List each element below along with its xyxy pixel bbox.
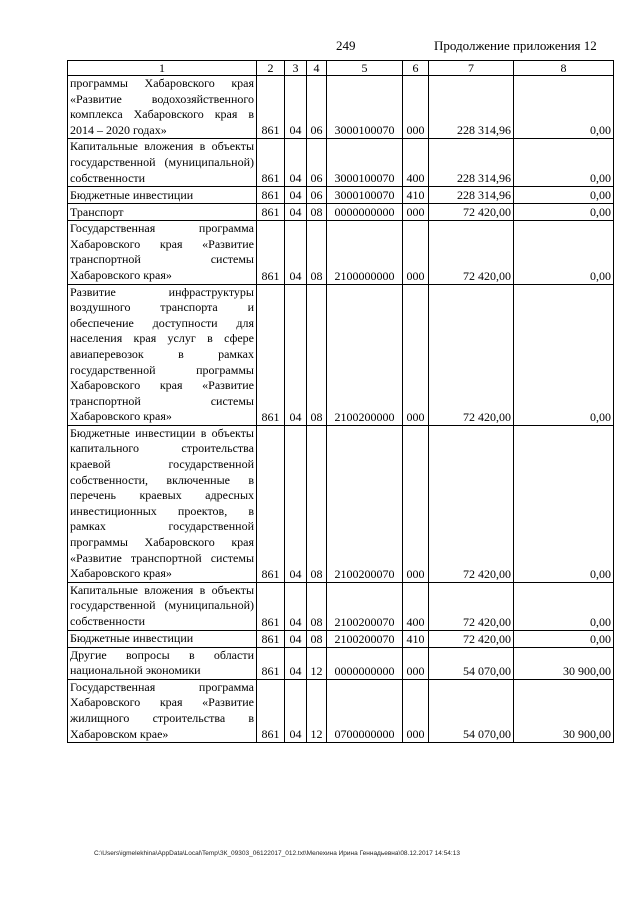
cell-code: 861 bbox=[257, 139, 285, 187]
row-name: Капитальные вложения в объекты государственной (муниципальной) собственности bbox=[68, 139, 257, 187]
cell-section: 04 bbox=[285, 204, 307, 221]
table-row bbox=[68, 284, 614, 425]
cell-code: 861 bbox=[257, 284, 285, 425]
cell-subsection: 08 bbox=[307, 630, 327, 647]
cell-code: 861 bbox=[257, 204, 285, 221]
cell-section: 04 bbox=[285, 139, 307, 187]
cell-amount: 72 420,00 bbox=[429, 221, 514, 284]
cell-code: 861 bbox=[257, 679, 285, 742]
cell-target: 2100000000 bbox=[327, 221, 403, 284]
cell-code: 861 bbox=[257, 630, 285, 647]
cell-type: 000 bbox=[403, 204, 429, 221]
cell-amount-2: 0,00 bbox=[514, 221, 614, 284]
cell-amount-2: 0,00 bbox=[514, 187, 614, 204]
cell-amount: 54 070,00 bbox=[429, 647, 514, 679]
table-header-row bbox=[68, 61, 614, 76]
column-header: 3 bbox=[285, 61, 307, 76]
table-row bbox=[68, 582, 614, 630]
table-row bbox=[68, 139, 614, 187]
cell-amount: 72 420,00 bbox=[429, 582, 514, 630]
cell-amount: 228 314,96 bbox=[429, 139, 514, 187]
row-name: Другие вопросы в области национальной экономики bbox=[68, 647, 257, 679]
cell-target: 3000100070 bbox=[327, 76, 403, 139]
cell-section: 04 bbox=[285, 679, 307, 742]
cell-section: 04 bbox=[285, 582, 307, 630]
cell-type: 400 bbox=[403, 139, 429, 187]
cell-amount: 54 070,00 bbox=[429, 679, 514, 742]
cell-amount: 72 420,00 bbox=[429, 425, 514, 582]
table-row bbox=[68, 187, 614, 204]
cell-code: 861 bbox=[257, 647, 285, 679]
cell-type: 000 bbox=[403, 221, 429, 284]
table-row bbox=[68, 630, 614, 647]
cell-amount-2: 30 900,00 bbox=[514, 647, 614, 679]
cell-section: 04 bbox=[285, 187, 307, 204]
cell-subsection: 06 bbox=[307, 187, 327, 204]
cell-type: 000 bbox=[403, 284, 429, 425]
cell-subsection: 08 bbox=[307, 425, 327, 582]
cell-type: 400 bbox=[403, 582, 429, 630]
cell-target: 0000000000 bbox=[327, 647, 403, 679]
cell-type: 000 bbox=[403, 647, 429, 679]
table-row bbox=[68, 204, 614, 221]
table-row bbox=[68, 221, 614, 284]
budget-table bbox=[67, 60, 614, 743]
table-row bbox=[68, 76, 614, 139]
cell-subsection: 08 bbox=[307, 582, 327, 630]
row-name: Государственная программа Хабаровского края «Развитие транспортной системы Хабаровского края» bbox=[68, 221, 257, 284]
cell-section: 04 bbox=[285, 630, 307, 647]
cell-section: 04 bbox=[285, 647, 307, 679]
cell-amount: 72 420,00 bbox=[429, 204, 514, 221]
page-number: 249 bbox=[336, 38, 356, 53]
cell-code: 861 bbox=[257, 221, 285, 284]
row-name: Транспорт bbox=[68, 204, 257, 221]
cell-type: 000 bbox=[403, 425, 429, 582]
cell-target: 2100200070 bbox=[327, 630, 403, 647]
cell-subsection: 08 bbox=[307, 221, 327, 284]
cell-subsection: 12 bbox=[307, 647, 327, 679]
cell-type: 410 bbox=[403, 630, 429, 647]
cell-amount-2: 0,00 bbox=[514, 76, 614, 139]
cell-code: 861 bbox=[257, 582, 285, 630]
cell-code: 861 bbox=[257, 76, 285, 139]
column-header: 4 bbox=[307, 61, 327, 76]
row-name: Бюджетные инвестиции bbox=[68, 187, 257, 204]
row-name: Государственная программа Хабаровского края «Развитие жилищного строительства в Хабаровском крае» bbox=[68, 679, 257, 742]
cell-amount-2: 0,00 bbox=[514, 204, 614, 221]
cell-subsection: 08 bbox=[307, 204, 327, 221]
column-header: 2 bbox=[257, 61, 285, 76]
table-row bbox=[68, 647, 614, 679]
file-path-footer: C:\Users\igmelekhina\AppData\Local\Temp\ЗК_09303_06122017_012.txt\Мелехина Ирина Геннадьевна\08.12.2017 14:54:13 bbox=[94, 850, 460, 857]
cell-amount-2: 0,00 bbox=[514, 139, 614, 187]
cell-section: 04 bbox=[285, 425, 307, 582]
cell-target: 2100200000 bbox=[327, 284, 403, 425]
cell-amount-2: 0,00 bbox=[514, 630, 614, 647]
cell-amount: 72 420,00 bbox=[429, 630, 514, 647]
column-header: 8 bbox=[514, 61, 614, 76]
table-row bbox=[68, 679, 614, 742]
cell-target: 0000000000 bbox=[327, 204, 403, 221]
cell-section: 04 bbox=[285, 284, 307, 425]
cell-type: 000 bbox=[403, 76, 429, 139]
cell-amount-2: 0,00 bbox=[514, 582, 614, 630]
cell-amount-2: 0,00 bbox=[514, 425, 614, 582]
cell-type: 410 bbox=[403, 187, 429, 204]
cell-section: 04 bbox=[285, 76, 307, 139]
cell-code: 861 bbox=[257, 425, 285, 582]
column-header: 1 bbox=[68, 61, 257, 76]
cell-amount-2: 30 900,00 bbox=[514, 679, 614, 742]
cell-target: 0700000000 bbox=[327, 679, 403, 742]
cell-type: 000 bbox=[403, 679, 429, 742]
cell-amount: 228 314,96 bbox=[429, 187, 514, 204]
column-header: 6 bbox=[403, 61, 429, 76]
cell-subsection: 06 bbox=[307, 139, 327, 187]
appendix-label: Продолжение приложения 12 bbox=[434, 38, 597, 53]
cell-subsection: 12 bbox=[307, 679, 327, 742]
cell-target: 3000100070 bbox=[327, 139, 403, 187]
column-header: 7 bbox=[429, 61, 514, 76]
table-row bbox=[68, 425, 614, 582]
row-name: Развитие инфраструктуры воздушного транспорта и обеспечение доступности для населения края услуг в сфере авиаперевозок в рамках государственной программы Хабаровского края «Развитие транспортной системы Хабаровского края» bbox=[68, 284, 257, 425]
cell-target: 2100200070 bbox=[327, 425, 403, 582]
row-name: Капитальные вложения в объекты государственной (муниципальной) собственности bbox=[68, 582, 257, 630]
row-name: Бюджетные инвестиции bbox=[68, 630, 257, 647]
cell-amount-2: 0,00 bbox=[514, 284, 614, 425]
cell-subsection: 08 bbox=[307, 284, 327, 425]
cell-code: 861 bbox=[257, 187, 285, 204]
cell-section: 04 bbox=[285, 221, 307, 284]
cell-amount: 228 314,96 bbox=[429, 76, 514, 139]
column-header: 5 bbox=[327, 61, 403, 76]
cell-target: 3000100070 bbox=[327, 187, 403, 204]
row-name: Бюджетные инвестиции в объекты капитального строительства краевой государственной собственности, включенные в перечень краевых адресных инвестиционных проектов, в рамках государственной программы Хабаровского края «Развитие транспортной системы Хабаровского края» bbox=[68, 425, 257, 582]
cell-subsection: 06 bbox=[307, 76, 327, 139]
row-name: программы Хабаровского края «Развитие водохозяйственного комплекса Хабаровского края в 2014 – 2020 годах» bbox=[68, 76, 257, 139]
cell-target: 2100200070 bbox=[327, 582, 403, 630]
cell-amount: 72 420,00 bbox=[429, 284, 514, 425]
